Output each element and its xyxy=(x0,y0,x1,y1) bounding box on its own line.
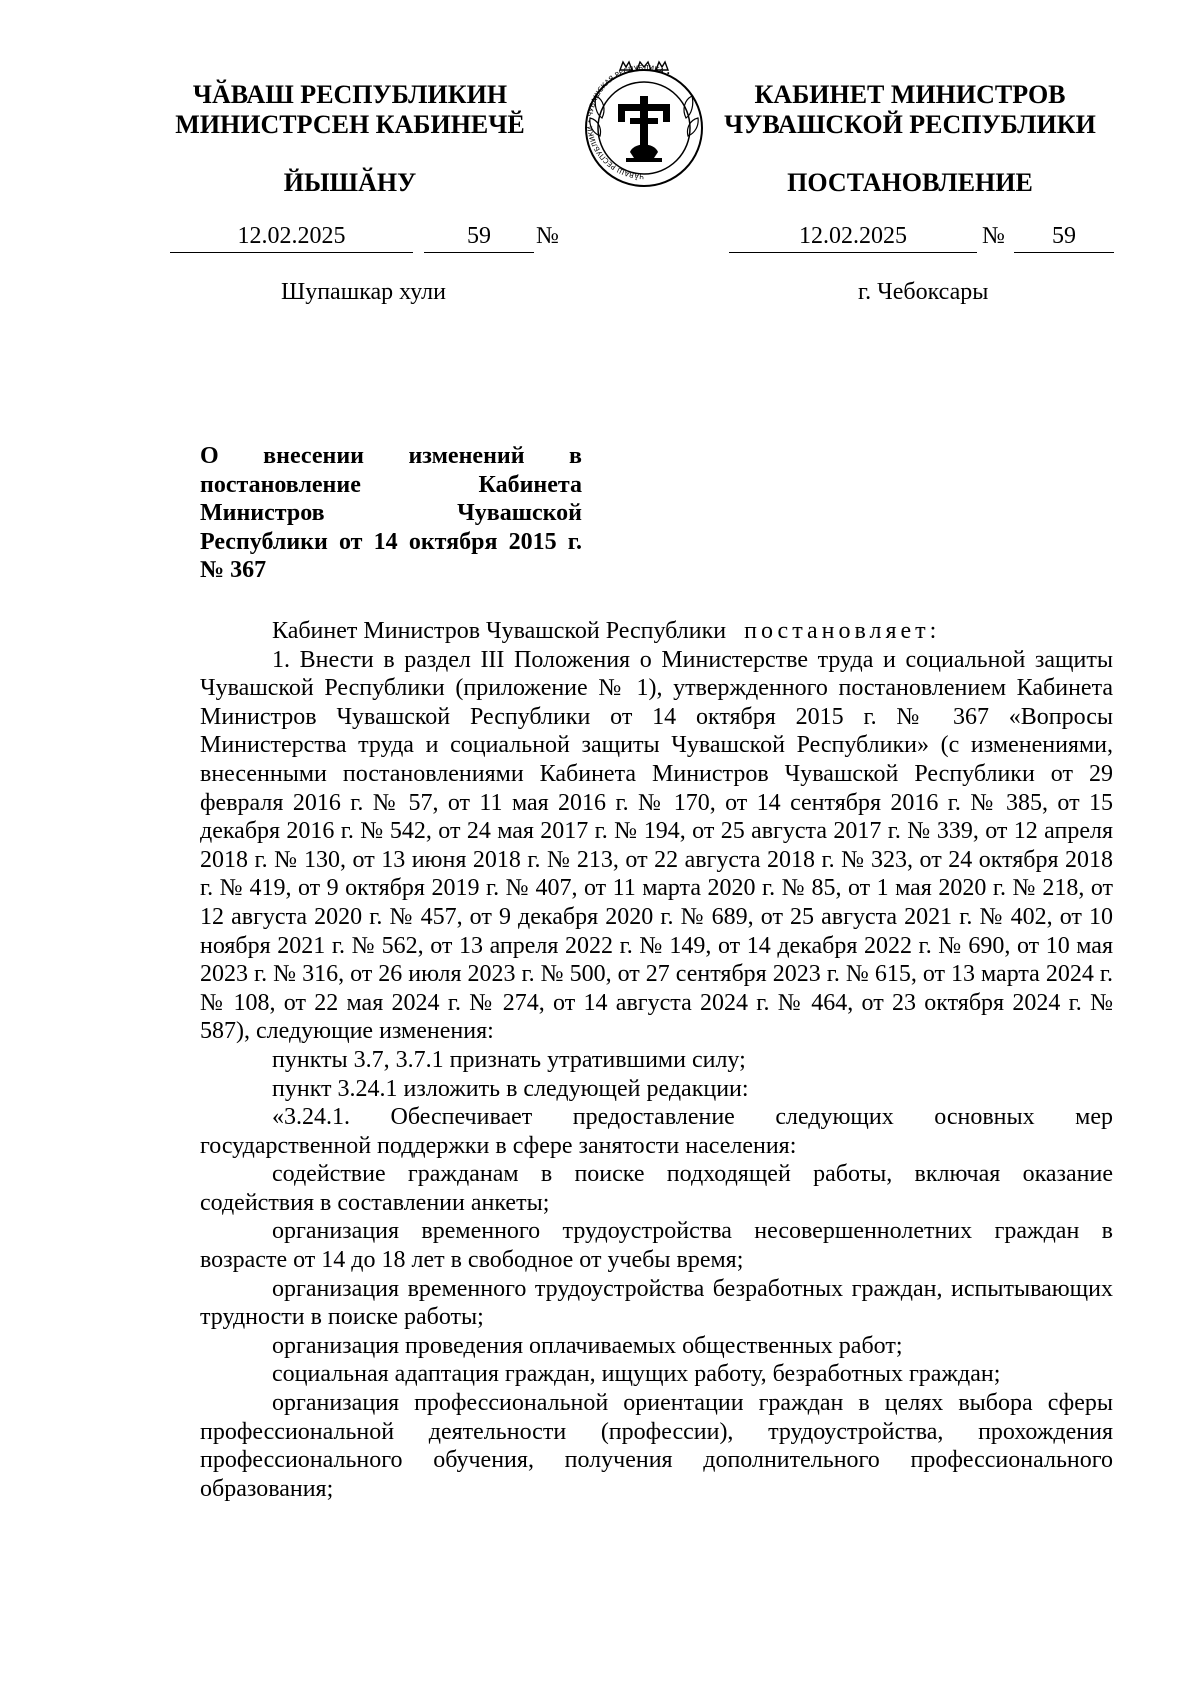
paragraph-4: «3.24.1. Обеспечивает предоставление следующих основных мер государственной поддержки в сфере занятости населения: xyxy=(200,1104,1113,1159)
paragraph-7: организация временного трудоустройства безработных граждан, испытывающих трудности в поиске работы; xyxy=(200,1275,1113,1331)
right-number-sign: № xyxy=(982,223,1005,249)
header-left-title-line-2: МИНИСТРСЕН КАБИНЕЧӖ xyxy=(175,110,525,139)
left-city: Шупашкар хули xyxy=(281,279,446,305)
right-city: г. Чебоксары xyxy=(858,279,989,305)
document-body xyxy=(200,617,1113,1503)
header-left-doc-type: ЙЫШӐНУ xyxy=(283,168,417,197)
left-date-field: 12.02.2025 xyxy=(170,222,413,253)
right-date-field: 12.02.2025 xyxy=(729,222,977,253)
paragraph-2: пункты 3.7, 3.7.1 признать утратившими силу; xyxy=(272,1046,746,1073)
paragraph-5: содействие гражданам в поиске подходящей работы, включая оказание содействия в составлении анкеты; xyxy=(200,1161,1113,1216)
header-right-title xyxy=(690,80,1130,140)
paragraph-6: организация временного трудоустройства несовершеннолетних граждан в возрасте от 14 до 18 лет в свободное от учебы время; xyxy=(200,1218,1113,1274)
preamble-verb: постановляет: xyxy=(744,618,941,644)
svg-text:ЧӐВАШ РЕСПУБЛИКИ • ЧУВАШСКАЯ Р: ЧӐВАШ РЕСПУБЛИКИ • ЧУВАШСКАЯ РЕСПУБЛИКА • xyxy=(586,63,672,181)
document-title: О внесении изменений в постановление Кабинета Министров Чувашской Республики от 14 октября 2015 г. № 367 xyxy=(200,443,582,583)
header-left-title xyxy=(170,80,530,140)
header-left-title-line-1: ЧӐВАШ РЕСПУБЛИКИН xyxy=(192,80,508,109)
paragraph-10: организация профессиональной ориентации граждан в целях выбора сферы профессиональной деятельности (профессии), трудоустройства, прохождения профессионального обучения, получения дополнительного профессионального образования; xyxy=(200,1390,1113,1502)
header-right-title-line-2: ЧУВАШСКОЙ РЕСПУБЛИКИ xyxy=(724,110,1096,139)
preamble-subject: Кабинет Министров Чувашской Республики xyxy=(272,618,727,644)
header-right-doc-type: ПОСТАНОВЛЕНИЕ xyxy=(787,168,1033,197)
paragraph-1: 1. Внести в раздел III Положения о Министерстве труда и социальной защиты Чувашской Республики (приложение № 1), утвержденного постановлением Кабинета Министров Чувашской Республики от 14 октября 2015 г. № 367 «Вопросы Министерства труда и социальной защиты Чувашской Республики» (с изменениями, внесенными постановлениями Кабинета Министров Чувашской Республики от 29 февраля 2016 г. № 57, от 11 мая 2016 г. № 170, от 14 сентября 2016 г. № 385, от 15 декабря 2016 г. № 542, от 24 мая 2017 г. № 194, от 25 августа 2017 г. № 339, от 12 апреля 2018 г. № 130, от 13 июня 2018 г. № 213, от 22 августа 2018 г. № 323, от 24 октября 2018 г. № 419, от 9 октября 2019 г. № 407, от 11 марта 2020 г. № 85, от 1 мая 2020 г. № 218, от 12 августа 2020 г. № 457, от 9 декабря 2020 г. № 689, от 25 августа 2021 г. № 402, от 10 ноября 2021 г. № 562, от 13 апреля 2022 г. № 149, от 14 декабря 2022 г. № 690, от 10 мая 2023 г. № 316, от 26 июля 2023 г. № 500, от 27 сентября 2023 г. № 615, от 13 марта 2024 г. № 108, от 22 мая 2024 г. № 274, от 14 августа 2024 г. № 464, от 23 октября 2024 г. № 587), следующие изменения: xyxy=(200,646,1113,1045)
left-number-sign: № xyxy=(536,223,559,249)
paragraph-9: социальная адаптация граждан, ищущих работу, безработных граждан; xyxy=(272,1361,1001,1388)
paragraph-3: пункт 3.24.1 изложить в следующей редакции: xyxy=(272,1075,749,1102)
preamble xyxy=(200,617,1113,646)
left-number-field: 59 xyxy=(424,222,534,253)
right-number-field: 59 xyxy=(1014,222,1114,253)
header-right-title-line-1: КАБИНЕТ МИНИСТРОВ xyxy=(754,80,1066,109)
paragraph-8: организация проведения оплачиваемых общественных работ; xyxy=(272,1332,903,1359)
